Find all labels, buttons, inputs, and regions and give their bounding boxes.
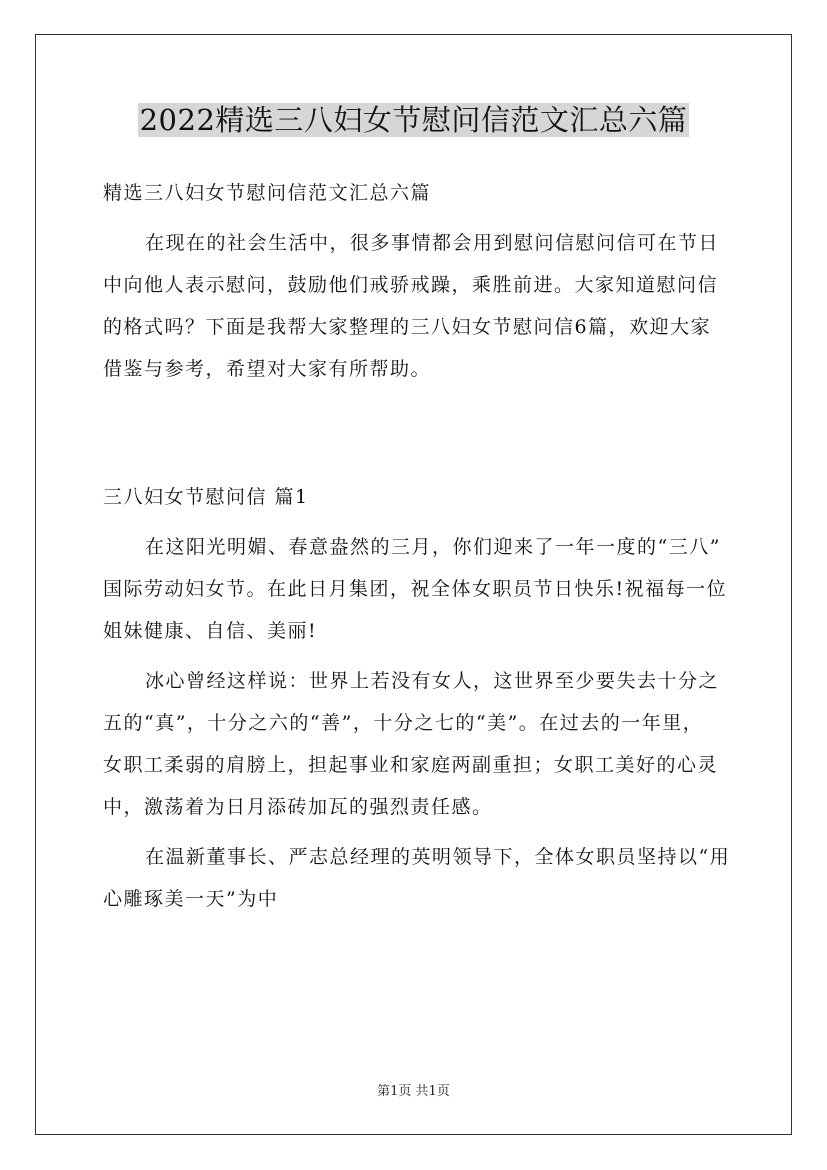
paragraph-line: 在温新董事长、严志总经理的英明领导下，全体女职员坚持以“用 <box>145 846 731 868</box>
paragraph-line: 中，激荡着为日月添砖加瓦的强烈责任感。 <box>103 796 493 818</box>
paragraph-line: 冰心曾经这样说：世界上若没有女人，这世界至少要失去十分之 <box>145 670 720 692</box>
intro-line: 中向他人表示慰问，鼓励他们戒骄戒躁，乘胜前进。大家知道慰问信 <box>103 274 719 296</box>
document-title <box>0 100 827 140</box>
page-footer: 第1页 共1页 <box>377 1084 450 1099</box>
paragraph-2 <box>103 660 728 828</box>
intro-line: 在现在的社会生活中，很多事情都会用到慰问信慰问信可在节日 <box>145 232 720 254</box>
paragraph-1 <box>103 526 728 652</box>
paragraph-line: 女职工柔弱的肩膀上，担起事业和家庭两副重担；女职工美好的心灵 <box>103 754 719 776</box>
paragraph-line: 国际劳动妇女节。在此日月集团，祝全体女职员节日快乐!祝福每一位 <box>103 578 728 600</box>
paragraph-line: 在这阳光明媚、春意盎然的三月，你们迎来了一年一度的“三八” <box>145 536 721 558</box>
intro-line: 的格式吗？下面是我帮大家整理的三八妇女节慰问信6篇，欢迎大家 <box>103 316 712 338</box>
document-title-text: 2022精选三八妇女节慰问信范文汇总六篇 <box>139 103 688 137</box>
paragraph-line: 五的“真”，十分之六的“善”，十分之七的“美”。在过去的一年里， <box>103 712 704 734</box>
paragraph-line: 姐妹健康、自信、美丽! <box>103 620 318 642</box>
paragraph-line: 心雕琢美一天”为中 <box>103 888 279 910</box>
document-body <box>103 172 731 920</box>
intro-paragraph <box>103 222 728 390</box>
intro-line: 借鉴与参考，希望对大家有所帮助。 <box>103 358 432 380</box>
section-heading: 三八妇女节慰问信 篇1 <box>103 486 309 508</box>
document-subtitle: 精选三八妇女节慰问信范文汇总六篇 <box>103 182 432 204</box>
paragraph-3 <box>103 836 731 920</box>
